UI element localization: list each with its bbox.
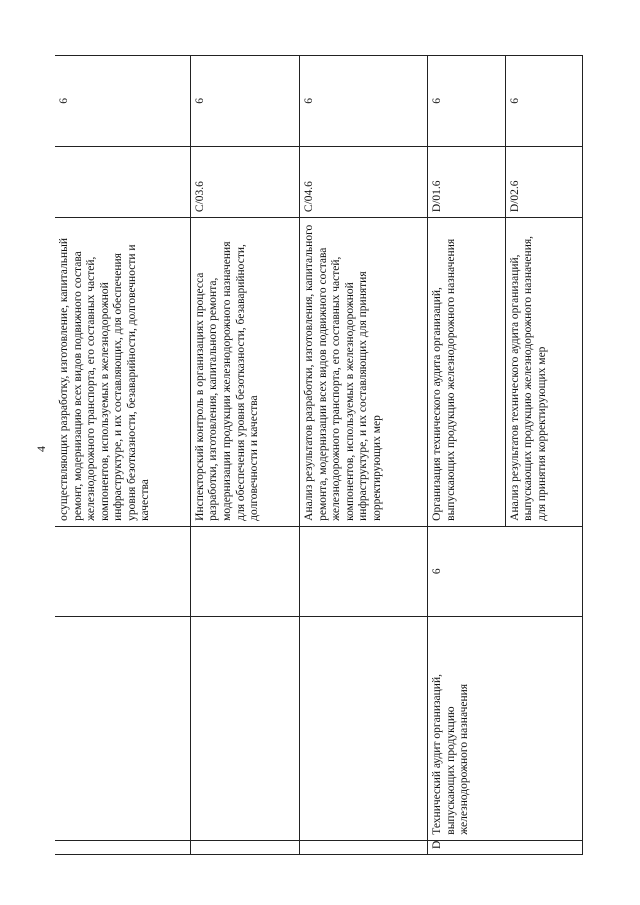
function-level-cell: 6	[505, 56, 582, 147]
function-code-cell: D/02.6	[505, 146, 582, 217]
table-row	[300, 56, 428, 855]
group-level-cell	[300, 526, 428, 616]
function-text-cell: Анализ результатов разработки, изготовления, капитального ремонта, модернизации всех видов подвижного состава железнодорожного транспорта, его составных частей, компонентов, используемых в железнодорожной инфраструктуре, и их составляющих для принятия корректирующих мер	[300, 218, 428, 527]
group-name-cell	[55, 616, 190, 840]
functions-table	[55, 55, 583, 855]
group-level-cell: 6	[428, 526, 583, 616]
rotated-table-wrapper	[55, 55, 583, 855]
page-number: 4	[34, 446, 48, 452]
function-text-cell: Анализ результатов технического аудита организаций, выпускающих продукцию железнодорожного назначения, для принятия корректирующих мер	[505, 218, 582, 527]
group-code-cell	[55, 840, 190, 854]
group-name-cell	[190, 616, 299, 840]
function-code-cell: D/01.6	[428, 146, 505, 217]
function-level-cell: 6	[300, 56, 428, 147]
function-text-cell: Организация технического аудита организаций, выпускающих продукцию железнодорожного назначения	[428, 218, 505, 527]
table-row	[55, 56, 190, 855]
function-code-cell: C/04.6	[300, 146, 428, 217]
function-level-cell: 6	[428, 56, 505, 147]
function-level-cell: 6	[55, 56, 190, 147]
group-name-cell	[300, 616, 428, 840]
group-level-cell	[190, 526, 299, 616]
function-level-cell: 6	[190, 56, 299, 147]
group-name-cell: Технический аудит организаций, выпускающих продукцию железнодорожного назначения	[428, 616, 583, 840]
group-level-cell	[55, 526, 190, 616]
table-row	[190, 56, 299, 855]
group-code-cell	[190, 840, 299, 854]
function-text-cell: осуществляющих разработку, изготовление, капитальный ремонт, модернизацию всех видов подвижного состава железнодорожного транспорта, его составных частей, компонентов, используемых в железнодорожной инфраструктуре, и их составляющих, для обеспечения уровня безотказности, безаварийности, долговечности и качества	[55, 218, 190, 527]
function-text-cell: Инспекторский контроль в организациях процесса разработки, изготовления, капитального ремонта, модернизации продукции железнодорожного назначения для обеспечения уровня безотказности, безаварийности, долговечности и качества	[190, 218, 299, 527]
function-code-cell	[55, 146, 190, 217]
function-code-cell: C/03.6	[190, 146, 299, 217]
group-code-cell: D	[428, 840, 583, 854]
table-row	[428, 56, 505, 855]
group-code-cell	[300, 840, 428, 854]
